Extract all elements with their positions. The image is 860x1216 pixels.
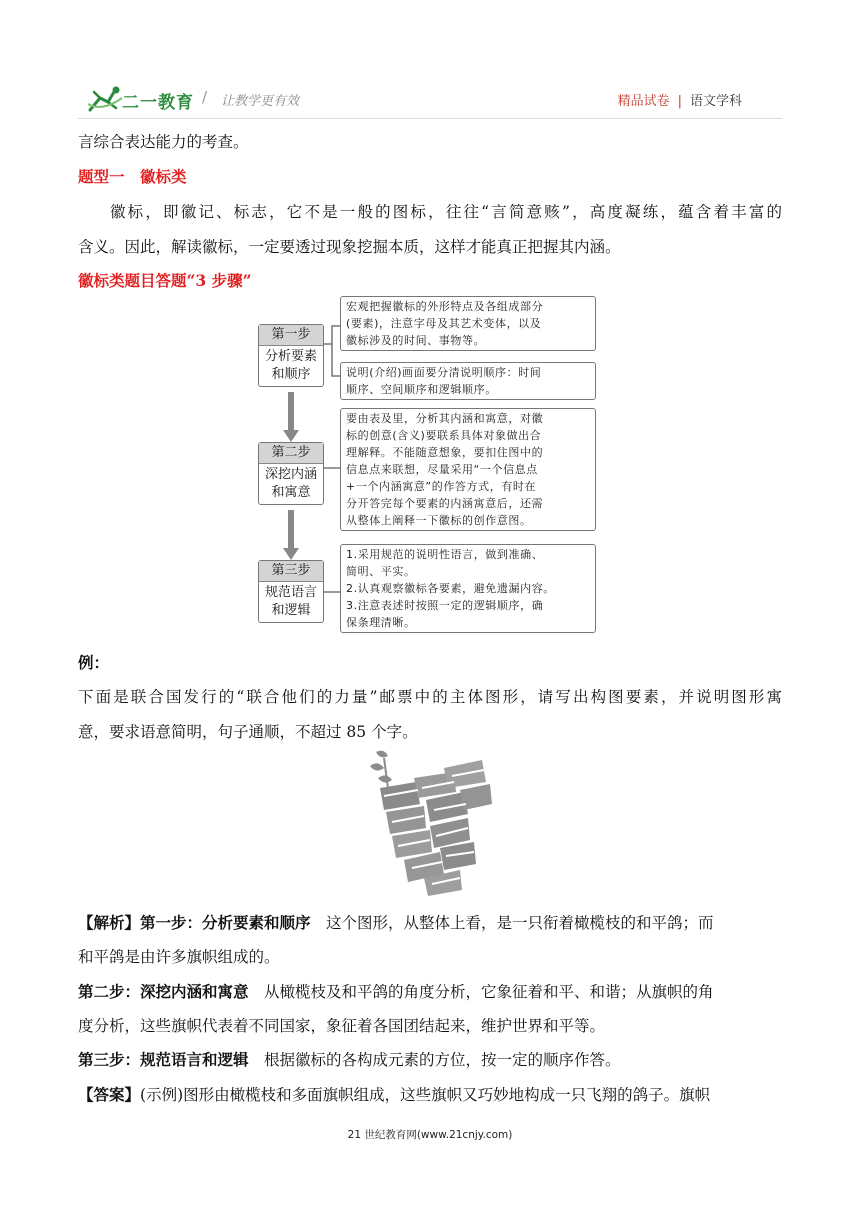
- brand-name: 二一教育: [122, 93, 194, 113]
- dove-of-flags-image: [364, 748, 494, 898]
- desc-line: 信息点来联想，尽量采用“一个信息点: [346, 463, 538, 476]
- desc-line: 说明(介绍)画面要分清说明顺序：时间: [346, 366, 542, 379]
- desc-line: 保条理清晰。: [346, 616, 416, 629]
- header-bar: |: [677, 94, 682, 109]
- step-box-3: [258, 560, 324, 623]
- brand-separator: /: [202, 88, 208, 106]
- desc-line: 分开答完每个要素的内涵寓意后，还需: [346, 497, 544, 510]
- step-title: 第一步: [259, 325, 323, 346]
- answer-tag: 【答案】: [78, 1086, 141, 1104]
- step1-description-a: [340, 296, 596, 351]
- answer-line: [78, 1084, 782, 1106]
- step-text: 和寓意: [271, 485, 311, 500]
- step3-description: [340, 544, 596, 633]
- step-title: 第二步: [259, 443, 323, 464]
- brand-slogan: 让教学更有效: [221, 94, 300, 109]
- question-line-2: 意，要求语意简明，句子通顺，不超过 85 个字。: [78, 723, 418, 741]
- question-line-1: 下面是联合国发行的“联合他们的力量”邮票中的主体图形，请写出构图要素，并说明图形寓: [78, 688, 782, 706]
- paragraph-line-2: 含义。因此，解读徽标，一定要透过现象挖掘本质，这样才能真正把握其内涵。: [78, 238, 621, 256]
- analysis-tag: 【解析】: [78, 914, 141, 932]
- analysis-step1-line2: 和平鸽是由许多旗帜组成的。: [78, 948, 280, 966]
- analysis-step2-line2: 度分析，这些旗帜代表着不同国家，象征着各国团结起来，维护世界和平等。: [78, 1017, 606, 1035]
- header-tag: 精品试卷: [617, 94, 670, 109]
- step-text: 规范语言: [264, 585, 317, 600]
- intro-line: 言综合表达能力的考查。: [78, 133, 249, 151]
- desc-line: 2.认真观察徽标各要素，避免遗漏内容。: [346, 582, 555, 595]
- answer-text: (示例)图形由橄榄枝和多面旗帜组成，这些旗帜又巧妙地构成一只飞翔的鸽子。旗帜: [140, 1086, 711, 1104]
- desc-line: 简明、平实。: [346, 565, 416, 578]
- desc-line: 3.注意表述时按照一定的逻辑顺序，确: [346, 599, 544, 612]
- analysis-step1-line1: [78, 912, 782, 934]
- step-text: 和顺序: [271, 367, 311, 382]
- header-divider: [78, 118, 782, 119]
- step1-description-b: [340, 362, 596, 400]
- page-header: [86, 78, 746, 118]
- desc-line: 徽标涉及的时间、事物等。: [346, 334, 486, 347]
- type-heading: 题型一 徽标类: [78, 167, 187, 186]
- step-box-2: [258, 442, 324, 505]
- desc-line: (要素)，注意字母及其艺术变体，以及: [346, 317, 542, 330]
- desc-line: 标的创意(含义)要联系具体对象做出合: [346, 429, 542, 442]
- analysis-step3-text: 根据徽标的各构成元素的方位，按一定的顺序作答。: [248, 1051, 621, 1069]
- desc-line: 从整体上阐释一下徽标的创作意图。: [346, 514, 532, 527]
- analysis-step3-label: 第三步：规范语言和逻辑: [78, 1051, 249, 1069]
- step-text: 和逻辑: [271, 603, 311, 618]
- step-title: 第三步: [259, 561, 323, 582]
- desc-line: 顺序、空间顺序和逻辑顺序。: [346, 383, 497, 396]
- paragraph-line-1: 徽标，即徽记、标志，它不是一般的图标，往往“言简意赅”，高度凝练，蕴含着丰富的: [110, 203, 782, 221]
- step-text: 分析要素: [264, 349, 317, 364]
- steps-diagram: [258, 296, 598, 636]
- analysis-step2-line1: [78, 981, 782, 1003]
- analysis-step2-text: 从橄榄枝及和平鸽的角度分析，它象征着和平、和谐；从旗帜的角: [248, 983, 714, 1001]
- analysis-step1-text: 这个图形，从整体上看，是一只衔着橄榄枝的和平鸽；而: [310, 914, 714, 932]
- desc-line: 1.采用规范的说明性语言，做到准确、: [346, 548, 544, 561]
- header-tags: [618, 90, 742, 109]
- runner-logo-icon: [86, 84, 126, 114]
- analysis-step1-label: 第一步：分析要素和顺序: [140, 914, 311, 932]
- steps-heading: 徽标类题目答题“3 步骤”: [78, 271, 252, 290]
- desc-line: 理解释。不能随意想象，要扣住图中的: [346, 446, 544, 459]
- analysis-step3-line: [78, 1049, 782, 1071]
- analysis-step2-label: 第二步：深挖内涵和寓意: [78, 983, 249, 1001]
- desc-line: +一个内涵寓意”的作答方式，有时在: [346, 480, 537, 493]
- desc-line: 要由表及里，分析其内涵和寓意，对徽: [346, 412, 544, 425]
- step-box-1: [258, 324, 324, 387]
- step-text: 深挖内涵: [264, 467, 317, 482]
- page-footer: 21 世纪教育网(www.21cnjy.com): [347, 1129, 513, 1141]
- step2-description: [340, 408, 596, 531]
- header-subject: 语文学科: [689, 94, 742, 109]
- example-label: 例：: [78, 654, 110, 672]
- desc-line: 宏观把握徽标的外形特点及各组成部分: [346, 300, 544, 313]
